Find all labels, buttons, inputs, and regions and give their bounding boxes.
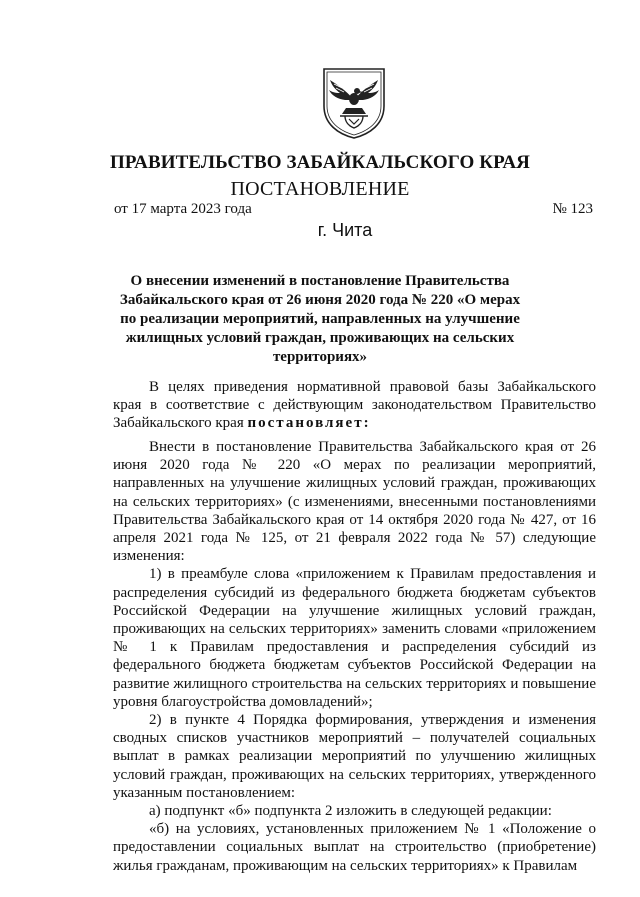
resolves-word: постановляет: (247, 415, 371, 432)
doc-city: г. Чита (317, 220, 373, 240)
body-text (113, 438, 596, 875)
paragraph-main: Внести в постановление Правительства Забайкальского края от 26 июня 2020 года № 220 «О мерах по реализации мероприятий, направленных на улучшение жилищных условий граждан, проживающих на сельских территориях» (с изменениями, внесенными постановлениями Правительства Забайкальского края от 14 октября 2020 года № 427, от 16 апреля 2021 года № 125, от 21 февраля 2022 года № 57) следующие изменения: (113, 439, 596, 565)
paragraph-quote-b: «б) на условиях, установленных приложением № 1 «Положение о предоставлении социальных выплат на строительство (приобретение) жилья гражданам, проживающим на сельских территориях» к Правилам (113, 821, 596, 874)
paragraph-sub-a: а) подпункт «б» подпункта 2 изложить в следующей редакции: (149, 803, 552, 820)
paragraph-item-1: 1) в преамбуле слова «приложением к Правилам предоставления и распределения субсидий из федерального бюджета бюджетам субъектов Российской Федерации на улучшение жилищных условий граждан, проживающих на сельских территориях» заменить словами «приложением № 1 к Правилам предоставления и распределения субсидий из федерального бюджета бюджетам субъектов Российской Федерации на развитие жилищного строительства на сельских территориях и повышение уровня благоустройства домовладений»; (113, 566, 596, 710)
doc-date: от 17 марта 2023 года (114, 201, 252, 217)
coat-of-arms-eagle-icon (320, 66, 388, 140)
doc-type: ПОСТАНОВЛЕНИЕ (230, 178, 410, 200)
preamble-text: В целях приведения нормативной правовой базы Забайкальского края в соответствие с действующим законодательством Правительство Забайкальского края (113, 379, 596, 432)
paragraph-item-2: 2) в пункте 4 Порядка формирования, утверждения и изменения сводных списков участников мероприятий – получателей социальных выплат в рамках реализации мероприятий по улучшению жилищных условий граждан, проживающих на сельских территориях, утвержденного указанным постановлением: (113, 712, 596, 801)
preamble (113, 378, 596, 433)
doc-heading: О внесении изменений в постановление Правительства Забайкальского края от 26 июня 2020 года № 220 «О мерах по реализации мероприятий, направленных на улучшение жилищных условий граждан, проживающих на сельских территориях» (119, 273, 521, 365)
org-title: ПРАВИТЕЛЬСТВО ЗАБАЙКАЛЬСКОГО КРАЯ (109, 152, 530, 173)
doc-number: № 123 (552, 201, 593, 217)
